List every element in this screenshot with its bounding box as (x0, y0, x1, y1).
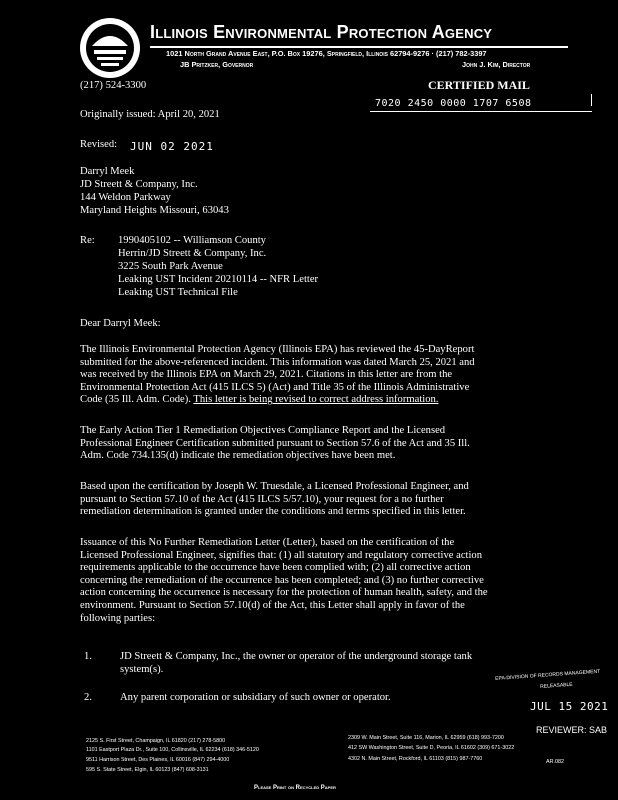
text-line: Environmental Protection Act (415 ILCS 5) (Act) and Title 35 of the Illinois Administrative (80, 381, 470, 393)
recipient-name: Darryl Meek (80, 166, 135, 177)
paragraph-compliance (80, 425, 556, 463)
re-line: Herrin/JD Streett & Company, Inc. (118, 248, 267, 259)
revised-label: Revised: (80, 139, 118, 150)
list-number: 1. (84, 651, 92, 662)
footer-document-code: AR.082 (546, 759, 564, 765)
letterhead-rule (150, 46, 568, 48)
recipient-street: 144 Weldon Parkway (80, 192, 171, 203)
footer-address: 2309 W. Main Street, Suite 116, Marion, IL 62959 (618) 993-7200 (348, 735, 504, 741)
revised-date: JUN 02 2021 (130, 140, 214, 153)
agency-seal-logo (78, 16, 142, 80)
footer-address: 595 S. State Street, Elgin, IL 60123 (847) 608-3131 (86, 767, 209, 773)
text-line: Professional Engineer Certification submitted pursuant to Section 57.6 of the Act and 35 Ill. (80, 437, 470, 449)
governor-name: JB Pritzker, Governor (180, 60, 254, 69)
text-line: following parties: (80, 612, 156, 624)
re-line: 3225 South Park Avenue (118, 261, 223, 272)
text-line: The Illinois Environmental Protection Agency (Illinois EPA) has reviewed the 45-DayReport (80, 344, 475, 355)
stamp-organization: EPA-DIVISION OF RECORDS MANAGEMENT (495, 668, 601, 682)
text-line: remediation determination is granted under the conditions and terms specified in this letter. (80, 506, 466, 518)
stamp-status: RELEASABLE (540, 681, 573, 690)
text-line: Adm. Code 734.135(d) indicate the remediation objectives have been met. (80, 450, 396, 462)
footer-address: 2125 S. First Street, Champaign, IL 61820 (217) 278-5800 (86, 738, 226, 744)
text-line: requirements applicable to the occurrence have been complied with; (2) all corrective action (80, 562, 471, 574)
text-fragment: Code (35 Ill. Adm. Code). (80, 394, 194, 406)
footer-address: 9511 Harrison Street, Des Plaines, IL 60016 (847) 294-4000 (86, 757, 230, 763)
paragraph-certification (80, 481, 556, 519)
text-line: was received by the Illinois EPA on March 29, 2021. Citations in this letter are from the (80, 369, 453, 381)
text-line: concerning the remediation of the occurrence has been completed; and (3) no further corrective (80, 574, 484, 586)
paragraph-review (80, 344, 556, 407)
footer-address: 1101 Eastport Plaza Dr., Suite 100, Collinsville, IL 62234 (618) 346-5120 (86, 747, 259, 753)
originally-issued: Originally issued: April 20, 2021 (80, 109, 220, 120)
text-line: Issuance of this No Further Remediation Letter (Letter), based on the certification of the (80, 537, 455, 548)
tracking-underline (370, 111, 592, 112)
tracking-number: 7020 2450 0000 1707 6508 (375, 98, 532, 109)
text-line: Based upon the certification by Joseph W. Truesdale, a Licensed Professional Engineer, and (80, 481, 469, 492)
agency-address: 1021 North Grand Avenue East, P.O. Box 19276, Springfield, Illinois 62794-9276 · (217) 782-3397 (166, 49, 487, 58)
re-line: 1990405102 -- Williamson County (118, 235, 266, 246)
phone-number: (217) 524-3300 (80, 80, 147, 91)
stamp-date: JUL 15 2021 (530, 700, 609, 713)
text-line (80, 394, 556, 407)
text-line: pursuant to Section 57.10 of the Act (415 ILCS 5/57.10), your request for a no further (80, 493, 444, 505)
recipient-city: Maryland Heights Missouri, 63043 (80, 205, 229, 216)
re-line: Leaking UST Incident 20210114 -- NFR Letter (118, 274, 319, 285)
text-line: environment. Pursuant to Section 57.10(d) of the Act, this Letter shall apply in favor of the (80, 599, 465, 611)
recycled-paper-notice: Please Print on Recycled Paper (254, 785, 336, 791)
list-item-line: JD Streett & Company, Inc., the owner or operator of the underground storage tank (120, 651, 473, 662)
text-line: action concerning the occurrence is necessary for the protection of human health, safety, and the (80, 587, 488, 599)
certified-mail-label: CERTIFIED MAIL (428, 78, 530, 92)
re-label: Re: (80, 235, 95, 246)
director-name: John J. Kim, Director (462, 60, 531, 69)
text-line: Licensed Professional Engineer, signifies that: (1) all statutory and regulatory corrective action (80, 549, 483, 561)
footer-address: 4302 N. Main Street, Rockford, IL 61103 (815) 987-7760 (348, 756, 483, 762)
list-number: 2. (84, 692, 92, 703)
text-line: submitted for the above-referenced incident. This information was dated March 25, 2021 and (80, 356, 475, 368)
stamp-reviewer: REVIEWER: SAB (536, 725, 608, 735)
salutation: Dear Darryl Meek: (80, 318, 161, 329)
recipient-company: JD Streett & Company, Inc. (80, 179, 198, 190)
paragraph-issuance (80, 537, 556, 625)
re-line: Leaking UST Technical File (118, 287, 238, 298)
agency-name: Illinois Environmental Protection Agency (150, 22, 493, 42)
tracking-tick-mark (591, 94, 592, 106)
list-item-line: Any parent corporation or subsidiary of such owner or operator. (120, 692, 391, 703)
footer-address: 412 SW Washington Street, Suite D, Peoria, IL 61602 (309) 671-3022 (348, 745, 515, 751)
revision-note: This letter is being revised to correct address information. (193, 394, 439, 406)
text-line: The Early Action Tier 1 Remediation Objectives Compliance Report and the Licensed (80, 425, 446, 436)
list-item-line: system(s). (120, 664, 164, 675)
